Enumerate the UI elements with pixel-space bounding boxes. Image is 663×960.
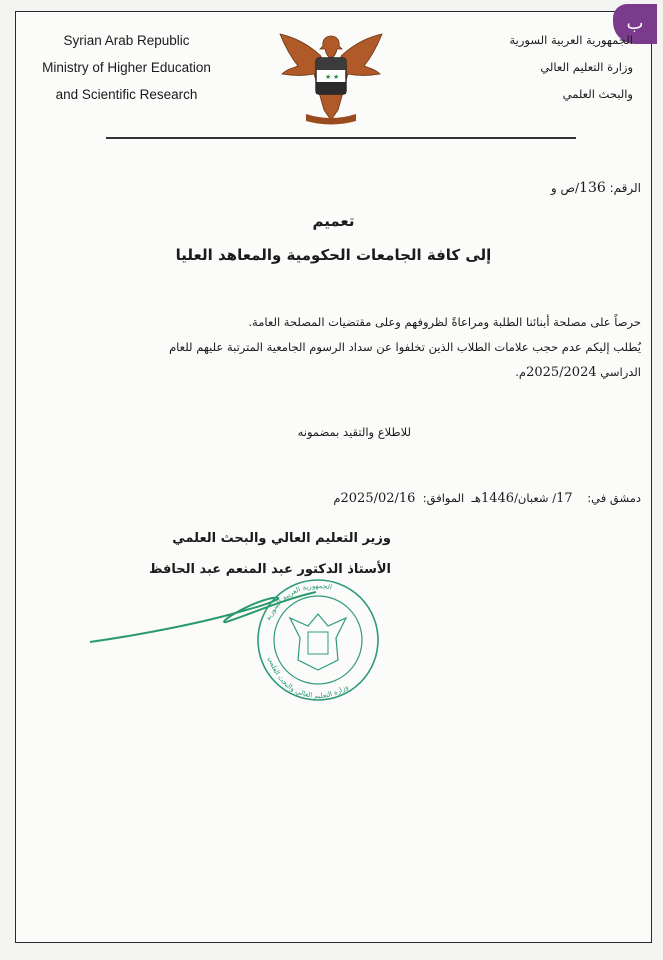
- svg-text:وزارة التعليم العالي والبحث ال: [267, 656, 350, 700]
- date-line: [56, 486, 641, 511]
- body-line-3-prefix: الدراسي: [600, 365, 641, 379]
- body-line-3: [56, 360, 641, 385]
- svg-text:الجمهورية العربية السورية: [264, 582, 333, 622]
- body-line-1: حرصاً على مصلحة أبنائنا الطلبة ومراعاةً لظروفهم وعلى مقتضيات المصلحة العامة.: [248, 315, 641, 329]
- en-header-line-2: Ministry of Higher Education: [42, 60, 211, 75]
- document-title: تعميم: [312, 212, 355, 230]
- gregorian-suffix: م: [333, 491, 341, 505]
- body-paragraph: [56, 310, 641, 385]
- ar-header-line-1: الجمهورية العربية السورية: [509, 33, 633, 47]
- hijri-day: 17: [556, 491, 573, 506]
- svg-text:★: ★: [333, 73, 340, 81]
- ar-header-line-3: والبحث العلمي: [562, 87, 633, 101]
- eagle-emblem-icon: [276, 22, 386, 127]
- addressee-line: إلى كافة الجامعات الحكومية والمعاهد العليا: [175, 246, 492, 264]
- en-header-line-3: and Scientific Research: [55, 87, 198, 102]
- header-divider: [106, 137, 576, 139]
- official-stamp-icon: [258, 580, 378, 700]
- reference-number: [551, 180, 641, 196]
- english-header: [24, 27, 229, 108]
- date-place-label: دمشق في:: [587, 491, 641, 505]
- stamp-top-text: الجمهورية العربية السورية: [264, 581, 333, 622]
- document-page: [15, 11, 652, 943]
- reference-label: الرقم:: [609, 181, 641, 195]
- stamp-bottom-text: وزارة التعليم العالي والبحث العلمي: [266, 655, 350, 701]
- body-line-3-suffix: م.: [515, 365, 527, 379]
- arabic-header: [473, 27, 633, 108]
- reference-value: 136: [579, 180, 606, 196]
- svg-text:★: ★: [325, 73, 332, 81]
- gregorian-date: 2025/02/16: [340, 491, 416, 506]
- signature-and-stamp: [76, 552, 406, 712]
- signatory-name: الأستاذ الدكتور عبد المنعم عبد الحافظ: [148, 562, 391, 577]
- body-line-2: يُطلب إليكم عدم حجب علامات الطلاب الذين تخلفوا عن سداد الرسوم الجامعية المترتبة عليهم للعام: [169, 340, 641, 354]
- en-header-line-1: Syrian Arab Republic: [63, 33, 190, 48]
- hijri-suffix: هـ: [471, 491, 481, 505]
- corner-badge: ب: [613, 4, 657, 44]
- closing-line: للاطلاع والتقيد بمضمونه: [297, 425, 411, 439]
- academic-year: 2025/2024: [526, 365, 597, 380]
- reference-suffix: /ص و: [550, 181, 580, 195]
- signatory-title: وزير التعليم العالي والبحث العلمي: [172, 531, 391, 546]
- hijri-year: 1446: [480, 491, 515, 506]
- gregorian-label: الموافق:: [422, 491, 465, 505]
- ar-header-line-2: وزارة التعليم العالي: [540, 60, 633, 74]
- hijri-month: / شعبان/: [514, 491, 557, 505]
